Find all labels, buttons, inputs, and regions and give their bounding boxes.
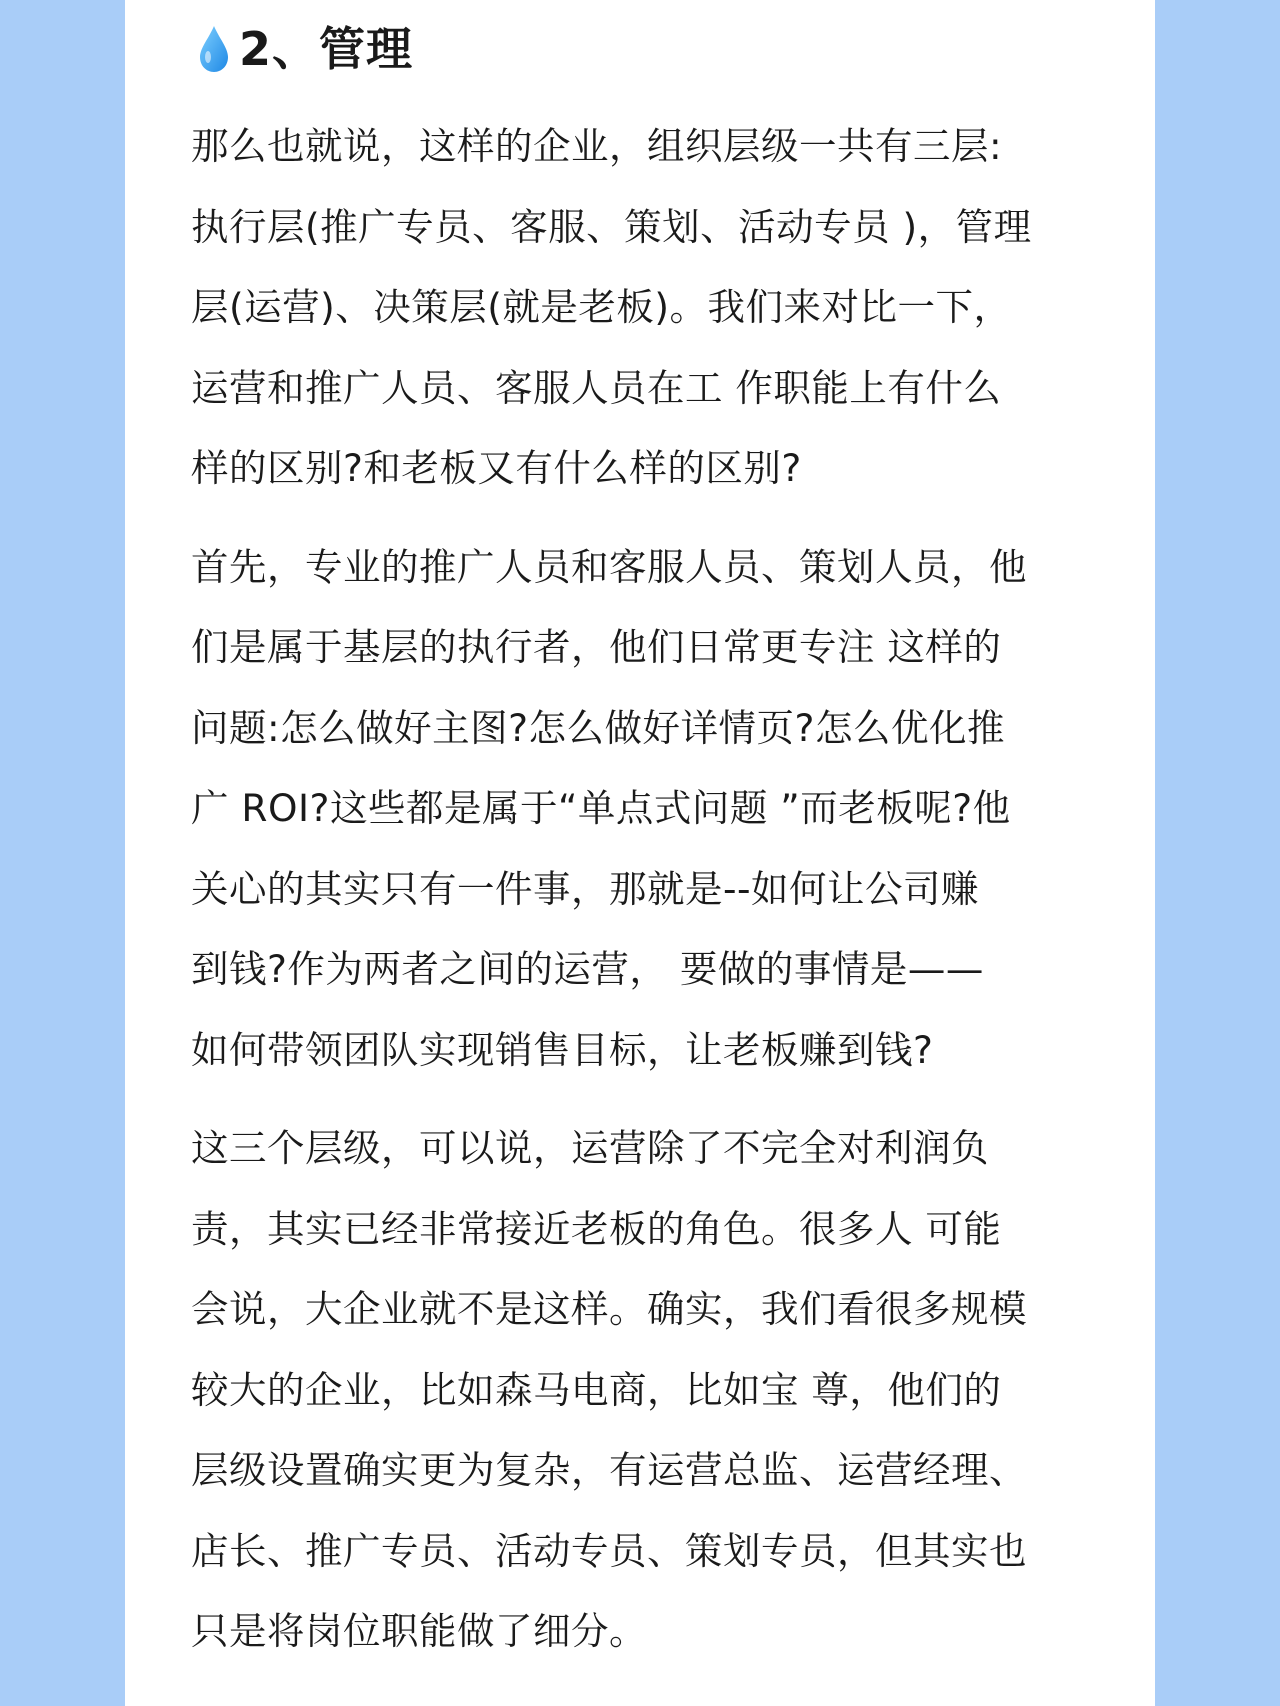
section-header xyxy=(197,14,413,84)
document-page xyxy=(125,0,1155,1706)
section-title: 2、管理 xyxy=(239,22,414,76)
text-line: 执行层(推广专员、客服、策划、活动专员 )，管理 xyxy=(191,204,1032,249)
text-line: 层(运营)、决策层(就是老板)。我们来对比一下， xyxy=(191,285,1012,329)
text-line: 首先，专业的推广人员和客服人员、策划人员，他 xyxy=(191,544,1027,589)
text-line: 广 ROI?这些都是属于“单点式问题 ”而老板呢?他 xyxy=(191,786,1011,830)
article-body xyxy=(191,106,1096,1672)
text-line: 们是属于基层的执行者，他们日常更专注 这样的 xyxy=(191,625,1002,669)
text-line: 运营和推广人员、客服人员在工 作职能上有什么 xyxy=(191,365,1002,410)
text-line: 如何带领团队实现销售目标，让老板赚到钱? xyxy=(191,1027,934,1072)
text-line: 那么也就说，这样的企业，组织层级一共有三层: xyxy=(191,124,1003,168)
text-line: 问题:怎么做好主图?怎么做好详情页?怎么优化推 xyxy=(191,705,1005,750)
text-line: 只是将岗位职能做了细分。 xyxy=(191,1609,647,1653)
paragraph-2 xyxy=(191,527,1096,1091)
text-line: 层级设置确实更为复杂，有运营总监、运营经理、 xyxy=(191,1448,1027,1492)
text-line: 店长、推广专员、活动专员、策划专员，但其实也 xyxy=(191,1528,1027,1573)
text-line: 责，其实已经非常接近老板的角色。很多人 可能 xyxy=(191,1206,1002,1251)
text-line: 较大的企业，比如森马电商，比如宝 尊，他们的 xyxy=(191,1367,1002,1412)
paragraph-1 xyxy=(191,106,1096,509)
water-drop-icon xyxy=(197,24,231,74)
text-line: 样的区别?和老板又有什么样的区别? xyxy=(191,446,802,490)
text-line: 关心的其实只有一件事，那就是--如何让公司赚 xyxy=(191,866,980,911)
text-line: 这三个层级，可以说，运营除了不完全对利润负 xyxy=(191,1126,989,1170)
text-line: 到钱?作为两者之间的运营， 要做的事情是—— xyxy=(191,947,984,991)
text-line: 会说，大企业就不是这样。确实，我们看很多规模 xyxy=(191,1287,1027,1331)
paragraph-3 xyxy=(191,1108,1096,1672)
